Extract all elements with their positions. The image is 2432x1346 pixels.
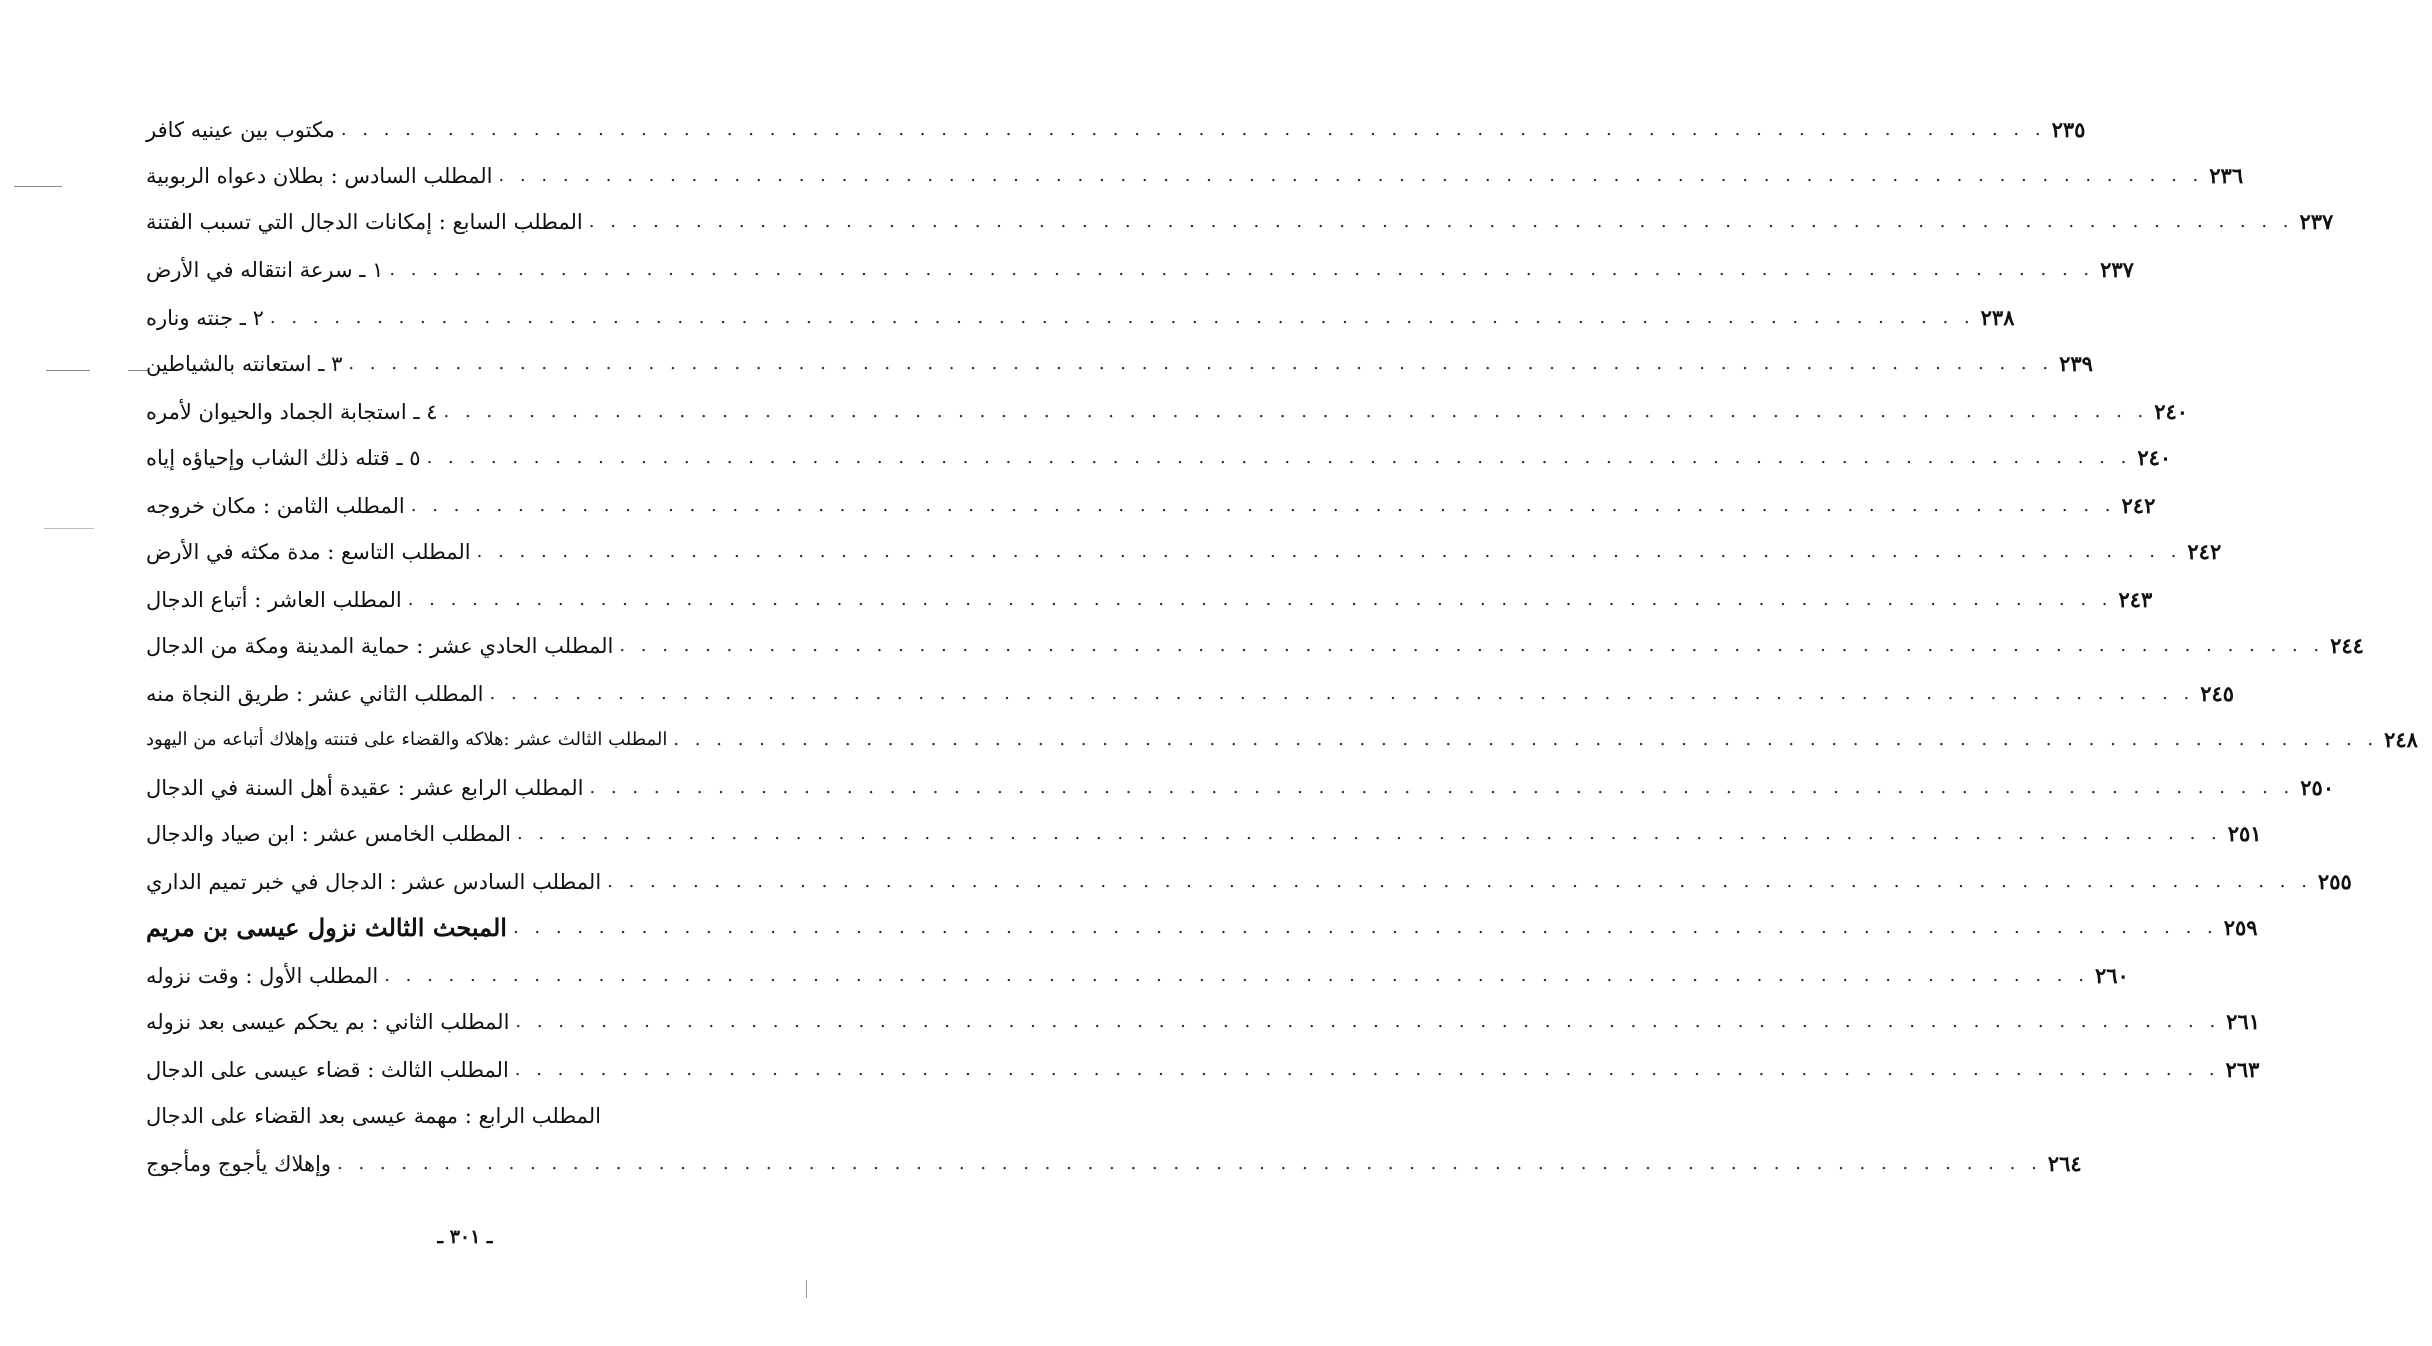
toc-entry[interactable] (146, 580, 2153, 620)
toc-entry-title: المطلب العاشر : أتباع الدجال (146, 588, 402, 612)
leader-dots: . . . . . . . . . . . . . . . . . . . . . . . . . . . . . . . . . . . . . . . . . . . . . . . . . . . . . . . . . . . . . . . . . . . . . . . . . . . . . . . . (340, 119, 2046, 140)
leader-dots: . . . . . . . . . . . . . . . . . . . . . . . . . . . . . . . . . . . . . . . . . . . . . . . . . . . . . . . . . . . . . . . . . . . . . . . . . . . . . . . . (607, 871, 2312, 892)
toc-entry-title: المطلب الخامس عشر : ابن صياد والدجال (146, 822, 511, 846)
toc-entry-page: ٢٣٧ (2100, 257, 2134, 282)
leader-dots: . . . . . . . . . . . . . . . . . . . . . . . . . . . . . . . . . . . . . . . . . . . . . . . . . . . . . . . . . . . . . . . . . . . . . . . . . . . . . . . . (516, 823, 2222, 844)
leader-dots: . . . . . . . . . . . . . . . . . . . . . . . . . . . . . . . . . . . . . . . . . . . . . . . . . . . . . . . . . . . . . . . . . . . . . . . . . . . . . . . . (426, 447, 2132, 468)
leader-dots: . . . . . . . . . . . . . . . . . . . . . . . . . . . . . . . . . . . . . . . . . . . . . . . . . . . . . . . . . . . . . . . . . . . . . . . . . . . . . . . . (489, 683, 2195, 704)
toc-entry[interactable] (146, 674, 2235, 714)
toc-entry[interactable] (146, 110, 2086, 150)
leader-dots: . . . . . . . . . . . . . . . . . . . . . . . . . . . . . . . . . . . . . . . . . . . . . . . . . . . . . . . . . . . . . . . . . . . . . . . . . . . . . . . . (476, 541, 2182, 562)
toc-entry-title: المطلب السادس : بطلان دعواه الربوبية (146, 164, 493, 188)
leader-dots: . . . . . . . . . . . . . . . . . . . . . . . . . . . . . . . . . . . . . . . . . . . . . . . . . . . . . . . . . . . . . . . . . . . . . . . . . . . . . . . . (407, 589, 2113, 610)
toc-entry-title: المطلب الثاني : بم يحكم عيسى بعد نزوله (146, 1010, 510, 1034)
toc-entry-page: ٢٦٣ (2225, 1057, 2260, 1082)
toc-entry-page: ٢٤٨ (2384, 727, 2418, 752)
toc-entry[interactable] (146, 1002, 2261, 1042)
toc-entry-page: ٢٤٤ (2330, 633, 2364, 658)
toc-entry-page: ٢٤٣ (2118, 587, 2153, 612)
margin-mark (44, 528, 94, 529)
toc-entry[interactable] (146, 344, 2093, 384)
leader-dots: . . . . . . . . . . . . . . . . . . . . . . . . . . . . . . . . . . . . . . . . . . . . . . . . . . . . . . . . . . . . . . . . . . . . . . . . . . . . . . . . (512, 917, 2218, 938)
toc-entry-title: المطلب الثالث : قضاء عيسى على الدجال (146, 1058, 509, 1082)
leader-dots: . . . . . . . . . . . . . . . . . . . . . . . . . . . . . . . . . . . . . . . . . . . . . . . . . . . . . . . . . . . . . . . . . . . . . . . . . . . . . . . . (337, 1153, 2042, 1174)
toc-entry-title: المطلب الأول : وقت نزوله (146, 964, 379, 988)
page-number: ـ ٣٠١ ـ (437, 1226, 493, 1248)
toc-entry[interactable] (146, 202, 2334, 242)
toc-entry[interactable] (146, 1050, 2260, 1090)
toc-entry-title: المطلب الحادي عشر : حماية المدينة ومكة من الدجال (146, 634, 614, 658)
toc-entry-title: وإهلاك يأجوج ومأجوج (146, 1152, 332, 1176)
leader-dots: . . . . . . . . . . . . . . . . . . . . . . . . . . . . . . . . . . . . . . . . . . . . . . . . . . . . . . . . . . . . . . . . . . . . . . . . . . . . . . . . (269, 307, 1975, 328)
toc-entry-continuation[interactable] (146, 1144, 2082, 1184)
toc-entry-title: ٤ ـ استجابة الجماد والحيوان لأمره (146, 400, 438, 424)
toc-entry-title: ٣ ـ استعانته بالشياطين (146, 352, 343, 376)
toc-entry-page: ٢٥٠ (2300, 775, 2335, 800)
toc-entry-title: ٥ ـ قتله ذلك الشاب وإحياؤه إياه (146, 446, 421, 470)
toc-entry[interactable] (146, 626, 2364, 666)
toc-entry-title: المطلب التاسع : مدة مكثه في الأرض (146, 540, 471, 564)
toc-entry-page: ٢٤٢ (2121, 493, 2156, 518)
toc-entry[interactable] (146, 156, 2244, 196)
margin-mark (46, 370, 90, 371)
toc-section-heading[interactable] (146, 908, 2258, 948)
toc-entry-page: ٢٥٩ (2223, 915, 2258, 940)
toc-entry-page: ٢٤٠ (2154, 399, 2189, 424)
toc-entry-page: ٢٥١ (2227, 821, 2262, 846)
leader-dots: . . . . . . . . . . . . . . . . . . . . . . . . . . . . . . . . . . . . . . . . . . . . . . . . . . . . . . . . . . . . . . . . . . . . . . . . . . . . . . . . (348, 353, 2054, 374)
leader-dots: . . . . . . . . . . . . . . . . . . . . . . . . . . . . . . . . . . . . . . . . . . . . . . . . . . . . . . . . . . . . . . . . . . . . . . . . . . . . . . . . (443, 401, 2149, 422)
toc-entry[interactable] (146, 956, 2129, 996)
toc-entry-page: ٢٥٥ (2317, 869, 2352, 894)
leader-dots: . . . . . . . . . . . . . . . . . . . . . . . . . . . . . . . . . . . . . . . . . . . . . . . . . . . . . . . . . . . . . . . . . . . . . . . . . . . . . . . . (389, 259, 2095, 280)
toc-entry-page: ٢٤٢ (2187, 539, 2222, 564)
toc-entry-title: المبحث الثالث نزول عيسى بن مريم (146, 913, 507, 942)
toc-entry[interactable] (146, 486, 2156, 526)
toc-entry-title: المطلب الثاني عشر : طريق النجاة منه (146, 682, 484, 706)
margin-mark (128, 370, 148, 371)
toc-entry-page: ٢٣٨ (1980, 305, 2015, 330)
toc-entry[interactable] (146, 814, 2262, 854)
toc-entry-title: المطلب الرابع : مهمة عيسى بعد القضاء على الدجال (146, 1104, 601, 1128)
toc-entry-title: ١ ـ سرعة انتقاله في الأرض (146, 258, 384, 282)
toc-entry[interactable] (146, 298, 2015, 338)
leader-dots: . . . . . . . . . . . . . . . . . . . . . . . . . . . . . . . . . . . . . . . . . . . . . . . . . . . . . . . . . . . . . . . . . . . . . . . . . . . . . . . . (673, 729, 2379, 750)
toc-entry-title: المطلب الرابع عشر : عقيدة أهل السنة في الدجال (146, 776, 584, 800)
toc-entry[interactable] (146, 1096, 788, 1136)
leader-dots: . . . . . . . . . . . . . . . . . . . . . . . . . . . . . . . . . . . . . . . . . . . . . . . . . . . . . . . . . . . . . . . . . . . . . . . . . . . . . . . . (515, 1011, 2221, 1032)
leader-dots: . . . . . . . . . . . . . . . . . . . . . . . . . . . . . . . . . . . . . . . . . . . . . . . . . . . . . . . . . . . . . . . . . . . . . . . . . . . . . . . . (384, 965, 2089, 986)
toc-entry[interactable] (146, 862, 2352, 902)
leader-dots: . . . . . . . . . . . . . . . . . . . . . . . . . . . . . . . . . . . . . . . . . . . . . . . . . . . . . . . . . . . . . . . . . . . . . . . . . . . . . . . . (514, 1059, 2220, 1080)
toc-entry-title: المطلب الثامن : مكان خروجه (146, 494, 405, 518)
leader-dots: . . . . . . . . . . . . . . . . . . . . . . . . . . . . . . . . . . . . . . . . . . . . . . . . . . . . . . . . . . . . . . . . . . . . . . . . . . . . . . . . (410, 495, 2116, 516)
toc-entry-page: ٢٦١ (2226, 1009, 2261, 1034)
toc-entry-page: ٢٣٦ (2209, 163, 2244, 188)
margin-mark (14, 186, 62, 187)
toc-entry[interactable] (146, 392, 2189, 432)
toc-entry-title: المطلب السابع : إمكانات الدجال التي تسبب الفتنة (146, 210, 583, 234)
toc-entry-page: ٢٣٥ (2051, 117, 2086, 142)
margin-mark (806, 1280, 807, 1298)
toc-entry[interactable] (146, 532, 2222, 572)
toc-entry[interactable] (146, 438, 2172, 478)
leader-dots: . . . . . . . . . . . . . . . . . . . . . . . . . . . . . . . . . . . . . . . . . . . . . . . . . . . . . . . . . . . . . . . . . . . . . . . . . . . . . . . . (588, 211, 2294, 232)
toc-entry[interactable] (146, 768, 2335, 808)
toc-entry-title: المطلب السادس عشر : الدجال في خبر تميم الداري (146, 870, 602, 894)
toc-entry-page: ٢٦٠ (2094, 963, 2129, 988)
leader-dots: . . . . . . . . . . . . . . . . . . . . . . . . . . . . . . . . . . . . . . . . . . . . . . . . . . . . . . . . . . . . . . . . . . . . . . . . . . . . . . . . (619, 635, 2325, 656)
toc-entry-page: ٢٤٠ (2137, 445, 2172, 470)
toc-entry-page: ٢٣٩ (2059, 351, 2093, 376)
toc-entry-page: ٢٤٥ (2200, 681, 2235, 706)
leader-dots: . . . . . . . . . . . . . . . . . . . . . . . . . . . . . . . . . . . . . . . . . . . . . . . . . . . . . . . . . . . . . . . . . . . . . . . . . . . . . . . . (589, 777, 2295, 798)
toc-entry[interactable] (146, 720, 2418, 760)
toc-entry[interactable] (146, 250, 2134, 290)
toc-entry-page: ٢٦٤ (2047, 1151, 2082, 1176)
leader-dots: . . . . . . . . . . . . . . . . . . . . . . . . . . . . . . . . . . . . . . . . . . . . . . . . . . . . . . . . . . . . . . . . . . . . . . . . . . . . . . . . (498, 165, 2204, 186)
toc-entry-title: المطلب الثالث عشر :هلاكه والقضاء على فتنته وإهلاك أتباعه من اليهود (146, 729, 668, 750)
toc-entry-page: ٢٣٧ (2299, 209, 2334, 234)
toc-entry-title: ٢ ـ جنته وناره (146, 306, 264, 330)
toc-entry-title: مكتوب بين عينيه كافر (146, 118, 335, 142)
